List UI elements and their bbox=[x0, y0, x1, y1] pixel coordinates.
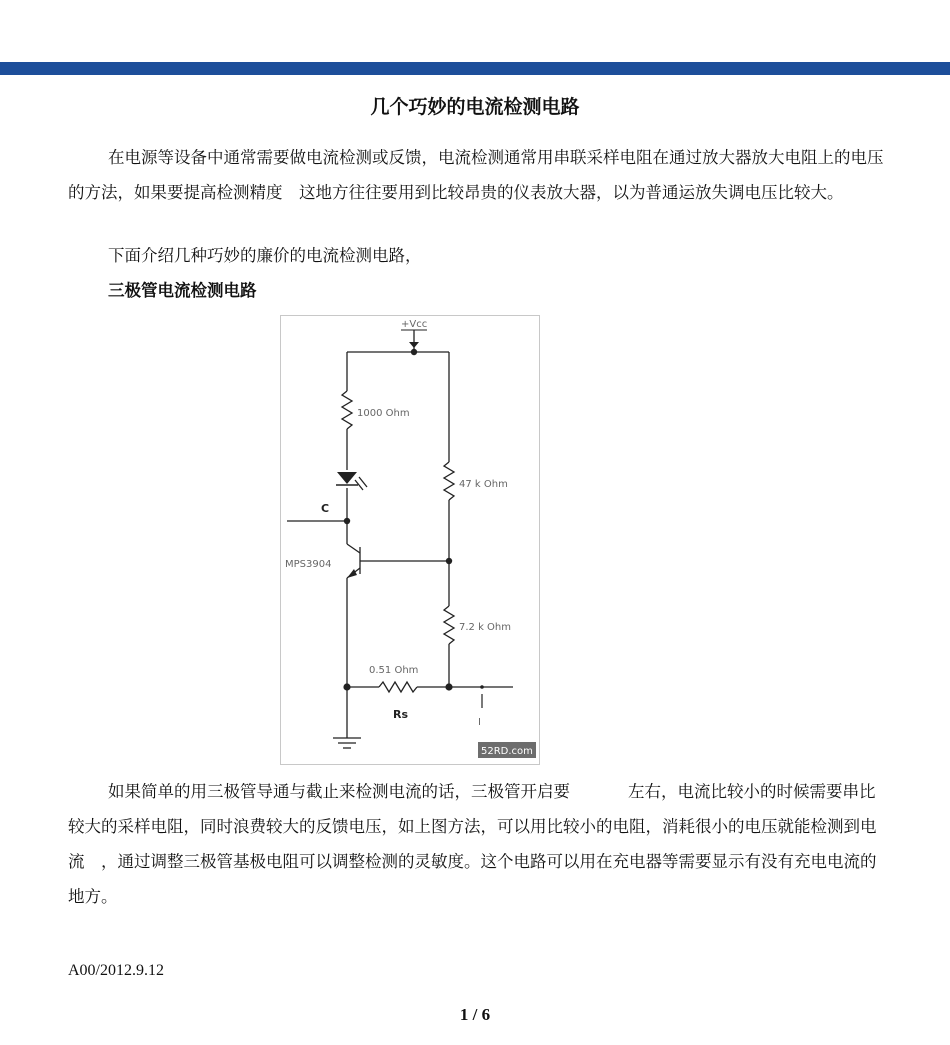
resistor-rs bbox=[379, 682, 417, 692]
current-label: I bbox=[478, 717, 481, 728]
watermark: 52RD.com bbox=[481, 746, 533, 757]
c-label: C bbox=[321, 502, 330, 515]
r2-label: 47 k Ohm bbox=[459, 479, 508, 490]
resistor-1000-ohm bbox=[342, 391, 352, 429]
paragraph-intro: 在电源等设备中通常需要做电流检测或反馈，电流检测通常用串联采样电阻在通过放大器放大电阻上的电压的方法，如果要提高检测精度 这地方往往要用到比较昂贵的仪表放大器，以为普通运放失调电压比较大。 bbox=[68, 148, 884, 202]
paragraph-explanation bbox=[68, 774, 888, 914]
document-title: 几个巧妙的电流检测电路 bbox=[370, 96, 580, 118]
resistor-47k bbox=[444, 462, 454, 500]
page-number: 1 / 6 bbox=[459, 1005, 491, 1024]
circuit-diagram bbox=[280, 315, 540, 765]
explanation-part1: 如果简单的用三极管导通与截止来检测电流的话，三极管开启要 bbox=[108, 782, 570, 801]
paragraph-lead: 下面介绍几种巧妙的廉价的电流检测电路， bbox=[108, 246, 422, 265]
led-icon bbox=[337, 472, 357, 484]
section-heading: 三极管电流检测电路 bbox=[108, 281, 257, 300]
explanation-part2: 左右，电流比较小的时候需要串比较大的采样电阻，同时浪费较大的反馈电压，如上图方法，可以用比较小的电阻，消耗很小的电压就能检测到电流 ，通过调整三极管基极电阻可以调整检测的灵敏度。这个电路可以用在充电器等需要显示有没有充电电流的地方。 bbox=[68, 782, 877, 906]
vcc-label: +Vcc bbox=[401, 319, 428, 330]
transistor-label: MPS3904 bbox=[285, 559, 332, 570]
transistor-collector bbox=[347, 544, 360, 553]
r1-label: 1000 Ohm bbox=[357, 408, 410, 419]
resistor-7-2k bbox=[444, 606, 454, 644]
footer-code: A00/2012.9.12 bbox=[68, 962, 164, 979]
rs-label: Rs bbox=[393, 708, 409, 721]
header-bar bbox=[0, 62, 950, 75]
r3-label: 7.2 k Ohm bbox=[459, 622, 512, 633]
rs-value-label: 0.51 Ohm bbox=[369, 665, 419, 676]
